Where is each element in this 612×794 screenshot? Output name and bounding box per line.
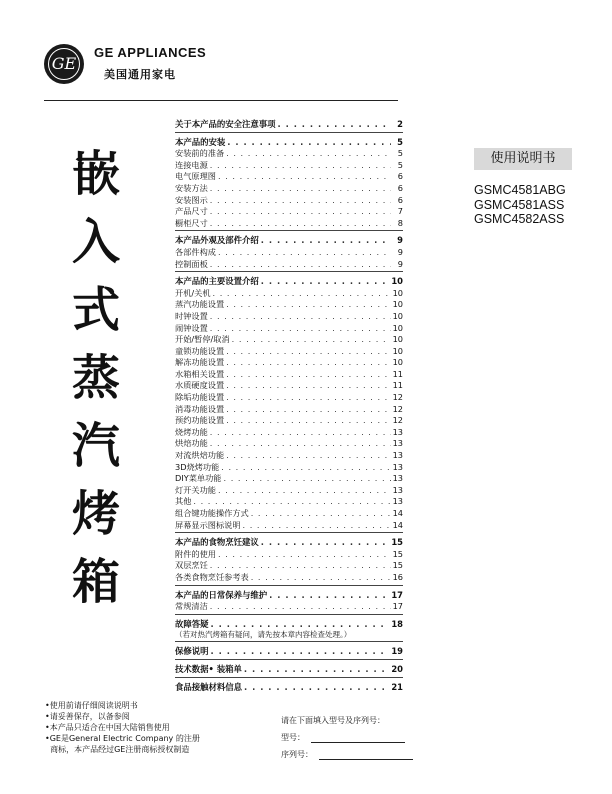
model-number: GSMC4581ABG [474, 183, 566, 197]
toc-page-number: 20 [391, 663, 403, 674]
toc-label: 产品尺寸 [175, 206, 208, 217]
title-char: 式 [71, 282, 120, 338]
toc-leader-dots [251, 572, 391, 584]
toc-leader-dots [232, 334, 391, 346]
toc-entry[interactable] [175, 311, 403, 323]
toc-label: 童锁功能设置 [175, 345, 225, 356]
toc-entry[interactable] [175, 392, 403, 404]
toc-page-number: 17 [392, 601, 403, 612]
toc-section-divider [175, 230, 403, 231]
toc-leader-dots [244, 682, 389, 694]
toc-label: 水质硬度设置 [175, 380, 225, 391]
toc-entry[interactable] [175, 549, 403, 561]
toc-leader-dots [210, 323, 391, 335]
toc-page-number: 15 [392, 560, 403, 571]
toc-page-number: 10 [391, 276, 403, 287]
toc-page-number: 13 [392, 461, 403, 472]
toc-entry[interactable] [175, 218, 403, 230]
toc-section[interactable] [175, 646, 403, 658]
toc-entry[interactable] [175, 485, 403, 497]
toc-page-number: 14 [392, 519, 403, 530]
toc-entry[interactable] [175, 171, 403, 183]
toc-leader-dots [226, 346, 390, 358]
toc-page-number: 13 [392, 450, 403, 461]
toc-entry[interactable] [175, 473, 403, 485]
toc-section-divider [175, 532, 403, 533]
toc-leader-dots [269, 590, 389, 602]
serial-blank[interactable] [319, 751, 413, 760]
toc-entry[interactable] [175, 404, 403, 416]
title-char: 箱 [71, 554, 120, 610]
brand-name: GE APPLIANCES [94, 45, 207, 60]
toc-section[interactable] [175, 682, 403, 694]
toc-leader-dots [210, 206, 391, 218]
toc-section[interactable] [175, 537, 403, 549]
toc-page-number: 14 [392, 508, 403, 518]
fill-in-prompt: 请在下面填入型号及序列号： [281, 716, 385, 725]
toc-label: DIY菜单功能 [175, 473, 222, 484]
toc-label: 预约功能设置 [175, 415, 225, 426]
toc-page-number: 21 [391, 681, 403, 692]
toc-page-number: 10 [392, 299, 403, 310]
toc-entry[interactable] [175, 427, 403, 439]
toc-label: 保修说明 [175, 646, 209, 657]
toc-page-number: 15 [392, 548, 403, 559]
toc-leader-dots [210, 311, 391, 323]
toc-entry[interactable] [175, 299, 403, 311]
toc-page-number: 12 [392, 403, 403, 414]
toc-label: 其他 [175, 496, 192, 507]
toc-leader-dots [218, 549, 391, 561]
toc-leader-dots [226, 415, 390, 427]
model-list [474, 183, 566, 227]
toc-page-number: 5 [397, 136, 403, 147]
toc-entry[interactable] [175, 450, 403, 462]
toc-page-number: 5 [397, 148, 403, 159]
toc-entry[interactable] [175, 259, 403, 271]
toc-leader-dots [213, 288, 391, 300]
toc-label: 电气原理图 [175, 171, 216, 182]
toc-leader-dots [210, 438, 391, 450]
serial-label: 序列号： [281, 750, 313, 759]
toc-leader-dots [218, 171, 391, 183]
toc-leader-dots [244, 664, 389, 676]
toc-label: 安装图示 [175, 194, 208, 205]
toc-leader-dots [211, 646, 390, 658]
toc-section[interactable] [175, 235, 403, 247]
toc-entry[interactable] [175, 520, 403, 532]
toc-label: 连接电源 [175, 159, 208, 170]
note-line: •本产品只适合在中国大陆销售使用 [45, 723, 170, 732]
toc-page-number: 10 [392, 334, 403, 345]
note-line: •GE是General Electric Company 的注册 [45, 734, 200, 743]
toc-section[interactable] [175, 590, 403, 602]
toc-entry[interactable] [175, 334, 403, 346]
toc-entry[interactable] [175, 560, 403, 572]
toc-note: （若对热汽烤箱有疑问，请先按本章内容检查处理。） [175, 630, 352, 640]
toc-label: 时钟设置 [175, 310, 208, 321]
toc-page-number: 10 [392, 345, 403, 356]
toc-leader-dots [261, 537, 390, 549]
toc-section[interactable] [175, 276, 403, 288]
toc-label: 各类食物烹饪参考表 [175, 571, 249, 582]
toc-entry[interactable] [175, 508, 403, 520]
toc-page-number: 9 [397, 246, 403, 257]
toc-label: 本产品的安装 [175, 136, 226, 147]
toc-label: 解冻功能设置 [175, 357, 225, 368]
toc-entry[interactable] [175, 572, 403, 584]
toc-page-number: 13 [392, 496, 403, 507]
toc-label: 橱柜尺寸 [175, 217, 208, 228]
document-title [66, 140, 126, 616]
toc-label: 本产品的日常保养与维护 [175, 589, 268, 600]
toc-entry[interactable] [175, 323, 403, 335]
toc-entry[interactable] [175, 380, 403, 392]
toc-label: 闹钟设置 [175, 322, 208, 333]
toc-entry[interactable] [175, 346, 403, 358]
ge-logo [44, 44, 84, 84]
toc-page-number: 11 [392, 380, 403, 391]
toc-label: 安装方法 [175, 182, 208, 193]
toc-page-number: 11 [392, 368, 403, 379]
toc-leader-dots [210, 259, 391, 271]
toc-section-divider [175, 132, 403, 133]
toc-leader-dots [221, 462, 390, 474]
toc-leader-dots [226, 148, 391, 160]
toc-label: 技术数据• 装箱单 [175, 663, 242, 674]
toc-entry[interactable] [175, 206, 403, 218]
toc-page-number: 2 [397, 119, 403, 129]
toc-label: 各部件构成 [175, 246, 216, 257]
toc-section-divider [175, 677, 403, 678]
toc-entry[interactable] [175, 415, 403, 427]
toc-leader-dots [226, 450, 390, 462]
toc-page-number: 10 [392, 357, 403, 368]
toc-entry[interactable] [175, 247, 403, 259]
toc-label: 屏幕显示图标说明 [175, 519, 241, 530]
toc-page-number: 8 [397, 217, 403, 228]
toc-page-number: 15 [391, 537, 403, 548]
note-line: •请妥善保存，以备参阅 [45, 712, 130, 721]
toc-leader-dots [243, 520, 391, 532]
title-char: 蒸 [71, 350, 120, 406]
toc-section[interactable] [175, 137, 403, 149]
note-line: 商标，本产品经过GE注册商标授权制造 [45, 745, 190, 754]
toc-entry[interactable] [175, 288, 403, 300]
toc-page-number: 17 [391, 589, 403, 600]
ge-logo-mark: GE [48, 48, 80, 80]
toc-label: 本产品的食物烹饪建议 [175, 537, 259, 548]
toc-label: 对流烘焙功能 [175, 450, 225, 461]
toc-leader-dots [210, 195, 391, 207]
toc-section[interactable] [175, 619, 403, 631]
toc-entry[interactable] [175, 148, 403, 160]
toc-entry[interactable] [175, 357, 403, 369]
toc-leader-dots [261, 235, 391, 247]
toc-label: 开始/暂停/取消 [175, 334, 230, 345]
toc-section-divider [175, 614, 403, 615]
toc-page-number: 16 [392, 571, 403, 582]
table-of-contents [175, 119, 403, 693]
toc-leader-dots [226, 392, 390, 404]
toc-leader-dots [210, 427, 391, 439]
model-serial-fill-in [281, 715, 413, 760]
toc-leader-dots [227, 137, 391, 149]
toc-leader-dots [211, 619, 390, 631]
toc-leader-dots [210, 160, 391, 172]
toc-label: 控制面板 [175, 258, 208, 269]
toc-page-number: 10 [392, 287, 403, 298]
toc-label: 本产品的主要设置介绍 [175, 276, 259, 287]
toc-page-number: 6 [397, 171, 403, 182]
toc-label: 食品接触材料信息 [175, 681, 242, 692]
toc-label: 本产品外观及部件介绍 [175, 235, 259, 246]
toc-leader-dots [226, 380, 390, 392]
note-line: •使用前请仔细阅读说明书 [45, 701, 138, 710]
toc-page-number: 13 [392, 426, 403, 437]
toc-label: 蒸汽功能设置 [175, 299, 225, 310]
toc-label: 故障答疑 [175, 618, 209, 629]
toc-label: 烧烤功能 [175, 426, 208, 437]
toc-leader-dots [226, 299, 390, 311]
toc-page-number: 13 [392, 484, 403, 495]
model-label: 型号： [281, 733, 305, 742]
model-line [281, 732, 413, 743]
usage-notes [45, 700, 200, 755]
toc-leader-dots [210, 560, 391, 572]
toc-page-number: 18 [391, 618, 403, 629]
toc-leader-dots [210, 183, 391, 195]
toc-label: 安装前的准备 [175, 148, 225, 159]
toc-label: 常规清洁 [175, 601, 208, 612]
toc-page-number: 19 [391, 646, 403, 657]
toc-label: 3D烧烤功能 [175, 461, 220, 472]
toc-entry[interactable] [175, 601, 403, 613]
toc-page-number: 7 [397, 206, 403, 217]
toc-page-number: 12 [392, 392, 403, 403]
toc-entry[interactable] [175, 462, 403, 474]
toc-section-divider [175, 641, 403, 642]
toc-section-divider [175, 271, 403, 272]
toc-leader-dots [210, 601, 391, 613]
title-char: 入 [71, 214, 120, 270]
toc-page-number: 10 [392, 322, 403, 333]
toc-entry[interactable] [175, 496, 403, 508]
toc-label: 双层烹饪 [175, 560, 208, 571]
toc-leader-dots [226, 369, 390, 381]
toc-leader-dots [261, 276, 390, 288]
toc-label: 水箱相关设置 [175, 368, 225, 379]
serial-line [281, 749, 413, 760]
title-char: 汽 [71, 418, 120, 474]
toc-page-number: 10 [392, 310, 403, 321]
toc-label: 除垢功能设置 [175, 392, 225, 403]
header-divider [44, 100, 398, 101]
toc-label: 消毒功能设置 [175, 403, 225, 414]
title-char: 嵌 [71, 146, 120, 202]
toc-section-divider [175, 659, 403, 660]
toc-entry[interactable] [175, 160, 403, 172]
toc-page-number: 5 [397, 159, 403, 170]
toc-label: 灯开关功能 [175, 484, 216, 495]
toc-section[interactable] [175, 119, 403, 131]
toc-page-number: 13 [392, 438, 403, 449]
model-blank[interactable] [311, 734, 405, 743]
toc-leader-dots [226, 357, 390, 369]
toc-entry[interactable] [175, 195, 403, 207]
title-char: 烤 [71, 486, 120, 542]
toc-label: 开机/关机 [175, 287, 211, 298]
toc-label: 烘焙功能 [175, 438, 208, 449]
manual-label: 使用说明书 [474, 148, 572, 170]
toc-page-number: 6 [397, 182, 403, 193]
toc-label: 关于本产品的安全注意事项 [175, 119, 276, 129]
toc-leader-dots [218, 485, 391, 497]
toc-page-number: 9 [397, 235, 403, 246]
toc-leader-dots [251, 508, 391, 520]
toc-entry[interactable] [175, 183, 403, 195]
toc-page-number: 6 [397, 194, 403, 205]
toc-leader-dots [226, 404, 390, 416]
toc-leader-dots [223, 473, 390, 485]
toc-label: 组合键功能操作方式 [175, 508, 249, 518]
toc-page-number: 13 [392, 473, 403, 484]
model-number: GSMC4582ASS [474, 212, 565, 226]
toc-entry[interactable] [175, 438, 403, 450]
toc-page-number: 9 [397, 258, 403, 269]
brand-name-cn: 美国通用家电 [104, 68, 176, 81]
toc-leader-dots [210, 218, 391, 230]
toc-leader-dots [218, 247, 391, 259]
toc-section-divider [175, 585, 403, 586]
toc-section[interactable] [175, 664, 403, 676]
model-number: GSMC4581ASS [474, 197, 565, 212]
toc-label: 附件的使用 [175, 548, 216, 559]
toc-leader-dots [278, 119, 392, 131]
toc-leader-dots [193, 496, 390, 508]
toc-page-number: 12 [392, 415, 403, 426]
toc-entry[interactable] [175, 369, 403, 381]
